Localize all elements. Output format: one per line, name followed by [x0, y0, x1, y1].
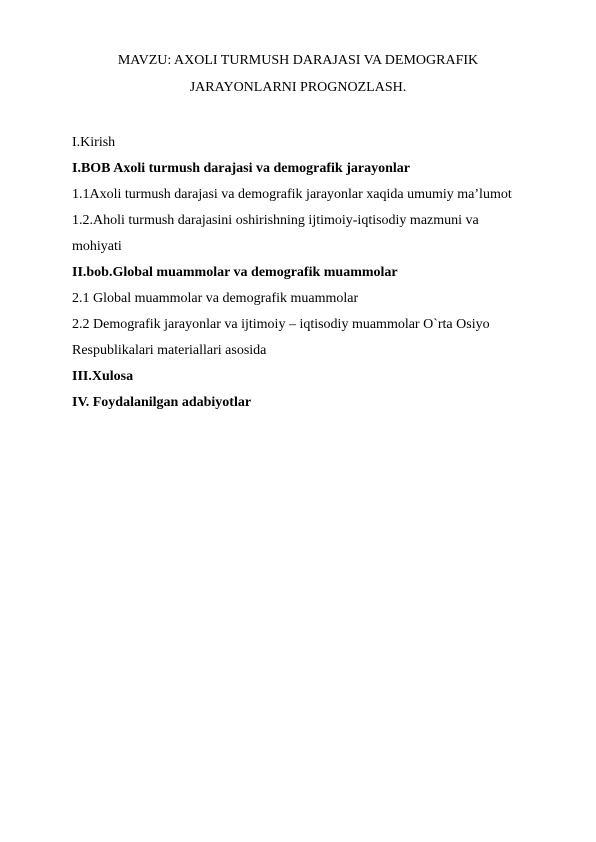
table-of-contents: [72, 130, 552, 416]
toc-entry-section-1-2: 1.2.Aholi turmush darajasini oshirishning ijtimoiy-iqtisodiy mazmuni va: [72, 213, 479, 228]
document-title-line-2: JARAYONLARNI PROGNOZLASH.: [189, 80, 407, 95]
toc-entry-chapter-2: II.bob.Global muammolar va demografik muammolar: [72, 265, 398, 280]
toc-entry-section-1-2-continued: mohiyati: [72, 239, 122, 254]
toc-entry-references: IV. Foydalanilgan adabiyotlar: [72, 395, 252, 410]
document-title-line-1: MAVZU: AXOLI TURMUSH DARAJASI VA DEMOGRAFIK: [117, 53, 479, 68]
toc-entry-introduction: I.Kirish: [72, 135, 116, 150]
toc-entry-chapter-1: I.BOB Axoli turmush darajasi va demografik jarayonlar: [72, 161, 410, 176]
toc-entry-conclusion: III.Xulosa: [72, 369, 134, 384]
toc-entry-section-2-1: 2.1 Global muammolar va demografik muammolar: [72, 291, 359, 306]
toc-entry-section-1-1: 1.1Axoli turmush darajasi va demografik jarayonlar xaqida umumiy ma’lumot: [72, 187, 512, 202]
toc-entry-section-2-2-continued: Respublikalari materiallari asosida: [72, 343, 267, 358]
toc-entry-section-2-2: 2.2 Demografik jarayonlar va ijtimoiy – iqtisodiy muammolar O`rta Osiyo: [72, 317, 490, 332]
